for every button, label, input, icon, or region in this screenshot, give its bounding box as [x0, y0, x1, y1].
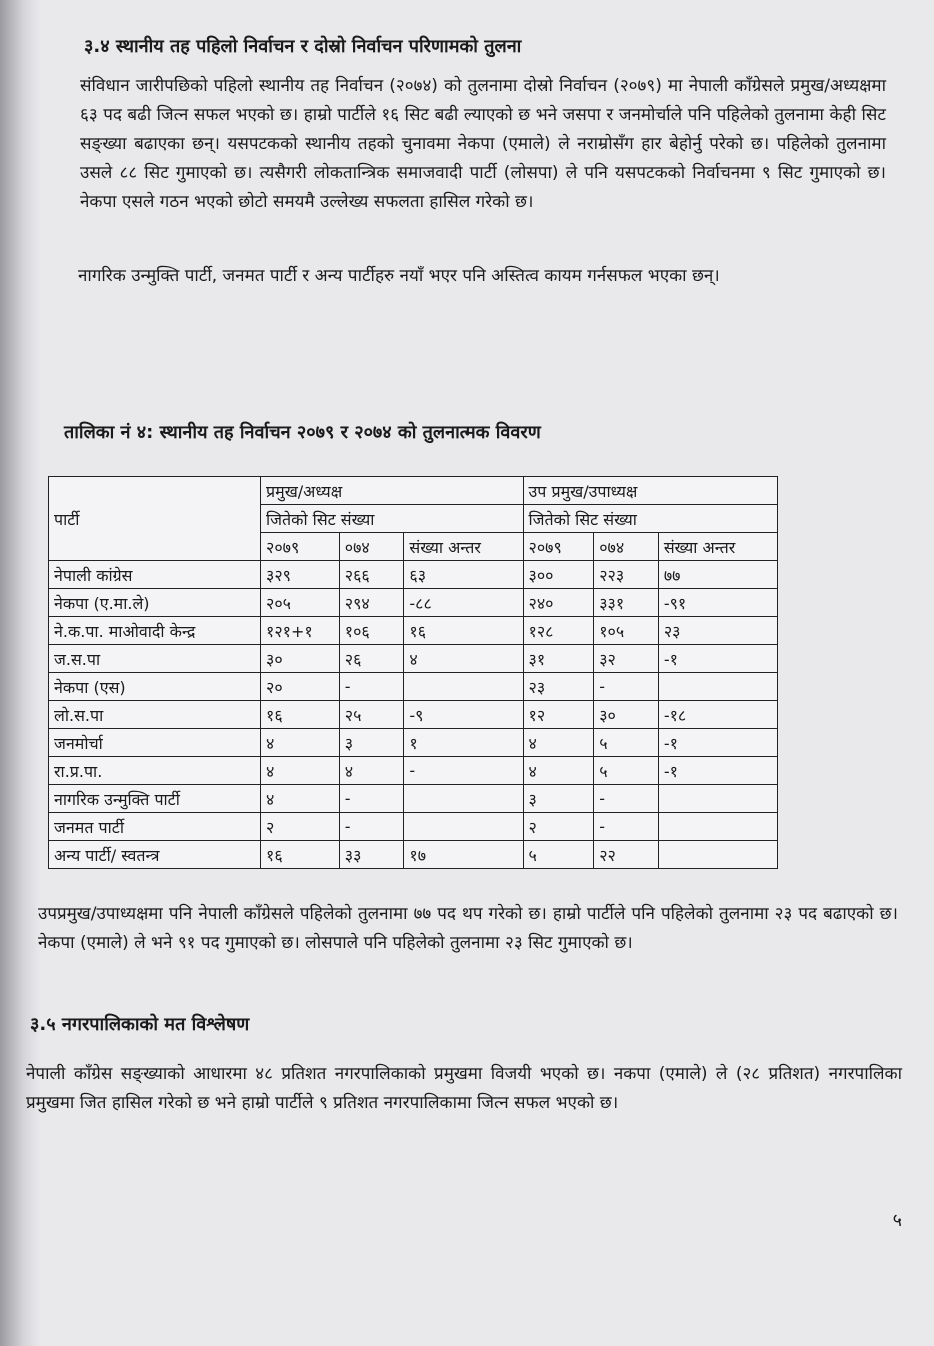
table-row — [49, 589, 778, 617]
value-cell: ४ — [404, 645, 523, 673]
chair-2079-header: २०७९ — [261, 533, 340, 561]
value-cell: २६६ — [339, 561, 404, 589]
section-34-paragraph-1: संविधान जारीपछिको पहिलो स्थानीय तह निर्वाचन (२०७४) को तुलनामा दोस्रो निर्वाचन (२०७९) मा नेपाली काँग्रेसले प्रमुख/अध्यक्षमा ६३ पद बढी जित्न सफल भएको छ। हाम्रो पार्टीले १६ सिट बढी ल्याएको छ भने जसपा र जनमोर्चाले पनि पहिलेको तुलनामा केही सिट सङ्ख्या बढाएका छन्। यसपटकको स्थानीय तहको चुनावमा नेकपा (एमाले) ले नराम्रोसँग हार बेहोर्नु परेको छ। पहिलेको तुलनामा उसले ८८ सिट गुमाएको छ। त्यसैगरी लोकतान्त्रिक समाजवादी पार्टी (लोसपा) ले पनि यसपटकको निर्वाचनमा ९ सिट गुमाएको छ। नेकपा एसले गठन भएको छोटो समयमै उल्लेख्य सफलता हासिल गरेको छ। — [80, 76, 886, 212]
vice-chair-group-header: उप प्रमुख/उपाध्यक्ष — [523, 477, 777, 505]
value-cell: ३०० — [523, 561, 594, 589]
value-cell — [658, 785, 777, 813]
table-4-caption: तालिका नं ४: स्थानीय तह निर्वाचन २०७९ र २०७४ को तुलनात्मक विवरण — [64, 422, 541, 443]
value-cell: १ — [404, 729, 523, 757]
value-cell: ३० — [261, 645, 340, 673]
value-cell: ३ — [339, 729, 404, 757]
table-row — [49, 701, 778, 729]
value-cell: ५ — [523, 841, 594, 869]
table-row — [49, 813, 778, 841]
party-name-cell: नेकपा (ए.मा.ले) — [49, 589, 261, 617]
value-cell: २९४ — [339, 589, 404, 617]
value-cell: - — [404, 757, 523, 785]
value-cell: १२ — [523, 701, 594, 729]
value-cell: -९१ — [658, 589, 777, 617]
value-cell: २५ — [339, 701, 404, 729]
value-cell: ३३ — [339, 841, 404, 869]
value-cell — [404, 673, 523, 701]
section-34-paragraph-2: नागरिक उन्मुक्ति पार्टी, जनमत पार्टी र अन्य पार्टीहरु नयाँ भएर पनि अस्तित्व कायम गर्नसफल भएका छन्। — [78, 266, 720, 286]
value-cell: - — [339, 673, 404, 701]
value-cell: ६३ — [404, 561, 523, 589]
value-cell: १२८ — [523, 617, 594, 645]
party-name-cell: ने.क.पा. माओवादी केन्द्र — [49, 617, 261, 645]
value-cell — [404, 813, 523, 841]
value-cell: २०५ — [261, 589, 340, 617]
value-cell: २ — [523, 813, 594, 841]
party-name-cell: जनमत पार्टी — [49, 813, 261, 841]
party-name-cell: जनमोर्चा — [49, 729, 261, 757]
value-cell: ३३१ — [594, 589, 659, 617]
value-cell: २२ — [594, 841, 659, 869]
value-cell: १६ — [261, 701, 340, 729]
vice-2074-header: ०७४ — [594, 533, 659, 561]
value-cell: ४ — [261, 757, 340, 785]
value-cell: -१ — [658, 645, 777, 673]
value-cell: २२३ — [594, 561, 659, 589]
chair-diff-header: संख्या अन्तर — [404, 533, 523, 561]
value-cell: २ — [261, 813, 340, 841]
vice-chair-analysis-paragraph: उपप्रमुख/उपाध्यक्षमा पनि नेपाली काँग्रेसले पहिलेको तुलनामा ७७ पद थप गरेको छ। हाम्रो पार्टीले पनि पहिलेको तुलनामा २३ पद बढाएको छ। नेकपा (एमाले) ले भने ९१ पद गुमाएको छ। लोसपाले पनि पहिलेको तुलनामा २३ सिट गुमाएको छ। — [38, 904, 898, 953]
value-cell: - — [594, 673, 659, 701]
value-cell: १०६ — [339, 617, 404, 645]
value-cell: ३१ — [523, 645, 594, 673]
party-name-cell: नेपाली कांग्रेस — [49, 561, 261, 589]
value-cell: ४ — [261, 729, 340, 757]
table-row — [49, 561, 778, 589]
value-cell: ४ — [339, 757, 404, 785]
value-cell: ४ — [523, 729, 594, 757]
table-row — [49, 841, 778, 869]
value-cell: ५ — [594, 729, 659, 757]
value-cell: -१ — [658, 729, 777, 757]
value-cell: -१८ — [658, 701, 777, 729]
party-name-cell: अन्य पार्टी/ स्वतन्त्र — [49, 841, 261, 869]
value-cell: ७७ — [658, 561, 777, 589]
section-34-heading: ३.४ स्थानीय तह पहिलो निर्वाचन र दोस्रो निर्वाचन परिणामको तुलना — [84, 36, 522, 57]
table-row — [49, 645, 778, 673]
party-name-cell: ज.स.पा — [49, 645, 261, 673]
table-row — [49, 785, 778, 813]
value-cell: १२१+१ — [261, 617, 340, 645]
value-cell: २४० — [523, 589, 594, 617]
value-cell: -१ — [658, 757, 777, 785]
party-column-header: पार्टी — [49, 477, 261, 561]
value-cell: ३० — [594, 701, 659, 729]
table-row — [49, 673, 778, 701]
value-cell — [658, 673, 777, 701]
value-cell: ३२ — [594, 645, 659, 673]
party-name-cell: लो.स.पा — [49, 701, 261, 729]
chair-2074-header: ०७४ — [339, 533, 404, 561]
value-cell: १०५ — [594, 617, 659, 645]
comparison-table — [48, 476, 778, 869]
table-row — [49, 617, 778, 645]
chair-group-header: प्रमुख/अध्यक्ष — [261, 477, 524, 505]
section-35-heading: ३.५ नगरपालिकाको मत विश्लेषण — [30, 1014, 250, 1035]
value-cell: -८८ — [404, 589, 523, 617]
value-cell: २० — [261, 673, 340, 701]
value-cell: १६ — [261, 841, 340, 869]
value-cell — [658, 813, 777, 841]
table-row — [49, 757, 778, 785]
party-name-cell: रा.प्र.पा. — [49, 757, 261, 785]
vice-2079-header: २०७९ — [523, 533, 594, 561]
value-cell: १६ — [404, 617, 523, 645]
value-cell: ३ — [523, 785, 594, 813]
vice-chair-seats-won-header: जितेको सिट संख्या — [523, 505, 777, 533]
chair-seats-won-header: जितेको सिट संख्या — [261, 505, 524, 533]
value-cell: २३ — [658, 617, 777, 645]
value-cell: ५ — [594, 757, 659, 785]
party-name-cell: नागरिक उन्मुक्ति पार्टी — [49, 785, 261, 813]
section-35-paragraph: नेपाली काँग्रेस सङ्ख्याको आधारमा ४८ प्रतिशत नगरपालिकाको प्रमुखमा विजयी भएको छ। नकपा (एमाले) ले (२८ प्रतिशत) नगरपालिका प्रमुखमा जित हासिल गरेको छ भने हाम्रो पार्टीले ९ प्रतिशत नगरपालिकामा जित्न सफल भएको छ। — [26, 1064, 902, 1113]
party-name-cell: नेकपा (एस) — [49, 673, 261, 701]
value-cell — [658, 841, 777, 869]
value-cell: - — [594, 785, 659, 813]
value-cell: - — [594, 813, 659, 841]
value-cell: ४ — [261, 785, 340, 813]
value-cell: ४ — [523, 757, 594, 785]
value-cell — [404, 785, 523, 813]
value-cell: -९ — [404, 701, 523, 729]
table-row — [49, 729, 778, 757]
page-number: ५ — [892, 1210, 902, 1231]
value-cell: २६ — [339, 645, 404, 673]
value-cell: ३२९ — [261, 561, 340, 589]
value-cell: - — [339, 785, 404, 813]
vice-diff-header: संख्या अन्तर — [658, 533, 777, 561]
value-cell: - — [339, 813, 404, 841]
value-cell: २३ — [523, 673, 594, 701]
value-cell: १७ — [404, 841, 523, 869]
